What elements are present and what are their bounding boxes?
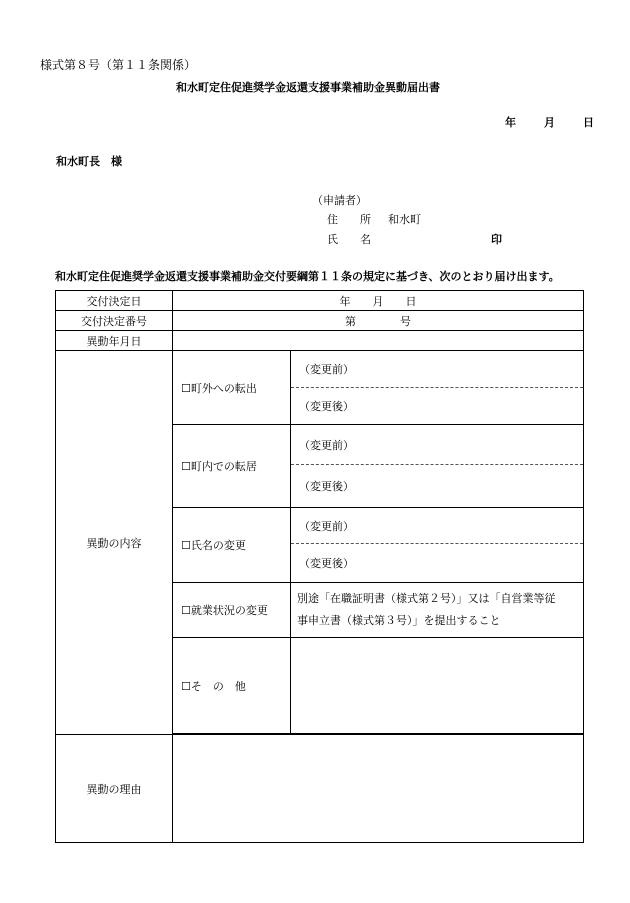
name-change-before-field[interactable]: （変更前） bbox=[291, 508, 584, 544]
change-reason-label: 異動の理由 bbox=[56, 735, 173, 843]
document-title: 和水町定住促進奨学金返還支援事業補助金異動届出書 bbox=[176, 81, 440, 94]
employment-note-line2: 事申立書（様式第３号）」を提出すること bbox=[297, 614, 501, 627]
submission-date: 年 月 日 bbox=[505, 116, 596, 129]
move-out-after-field[interactable]: （変更後） bbox=[291, 388, 584, 425]
change-notification-table bbox=[55, 290, 584, 843]
change-date-field[interactable] bbox=[173, 331, 584, 351]
name-label: 氏 名 bbox=[327, 233, 371, 246]
decision-date-label: 交付決定日 bbox=[56, 291, 173, 311]
decision-number-field[interactable]: 第 号 bbox=[173, 311, 584, 331]
intro-text: 和水町定住促進奨学金返還支援事業補助金交付要綱第１１条の規定に基づき、次のとおり届け出ます。 bbox=[55, 270, 560, 283]
address-label: 住 所 bbox=[327, 213, 371, 226]
change-reason-field[interactable] bbox=[173, 735, 584, 843]
decision-date-field[interactable]: 年 月 日 bbox=[173, 291, 584, 311]
employment-note bbox=[291, 583, 584, 638]
option-other[interactable]: ☐そ の 他 bbox=[173, 638, 291, 734]
option-employment-change[interactable]: ☐就業状況の変更 bbox=[173, 583, 291, 638]
address-value: 和水町 bbox=[388, 213, 421, 226]
option-move-out[interactable]: ☐町外への転出 bbox=[173, 351, 291, 425]
addressee: 和水町長 様 bbox=[56, 155, 122, 168]
option-move-within[interactable]: ☐町内での転居 bbox=[173, 425, 291, 508]
name-change-after-field[interactable]: （変更後） bbox=[291, 544, 584, 583]
seal-mark: 印 bbox=[491, 233, 502, 246]
employment-note-line1: 別途「在職証明書（様式第２号）」又は「自営業等従 bbox=[297, 592, 556, 605]
move-within-before-field[interactable]: （変更前） bbox=[291, 425, 584, 465]
other-detail-field[interactable] bbox=[291, 638, 584, 734]
move-within-after-field[interactable]: （変更後） bbox=[291, 465, 584, 508]
option-name-change[interactable]: ☐氏名の変更 bbox=[173, 508, 291, 583]
move-out-before-field[interactable]: （変更前） bbox=[291, 351, 584, 388]
form-number: 様式第８号（第１１条関係） bbox=[40, 58, 197, 72]
change-content-label: 異動の内容 bbox=[56, 351, 173, 735]
applicant-heading: （申請者） bbox=[312, 194, 367, 207]
decision-number-label: 交付決定番号 bbox=[56, 311, 173, 331]
change-date-label: 異動年月日 bbox=[56, 331, 173, 351]
